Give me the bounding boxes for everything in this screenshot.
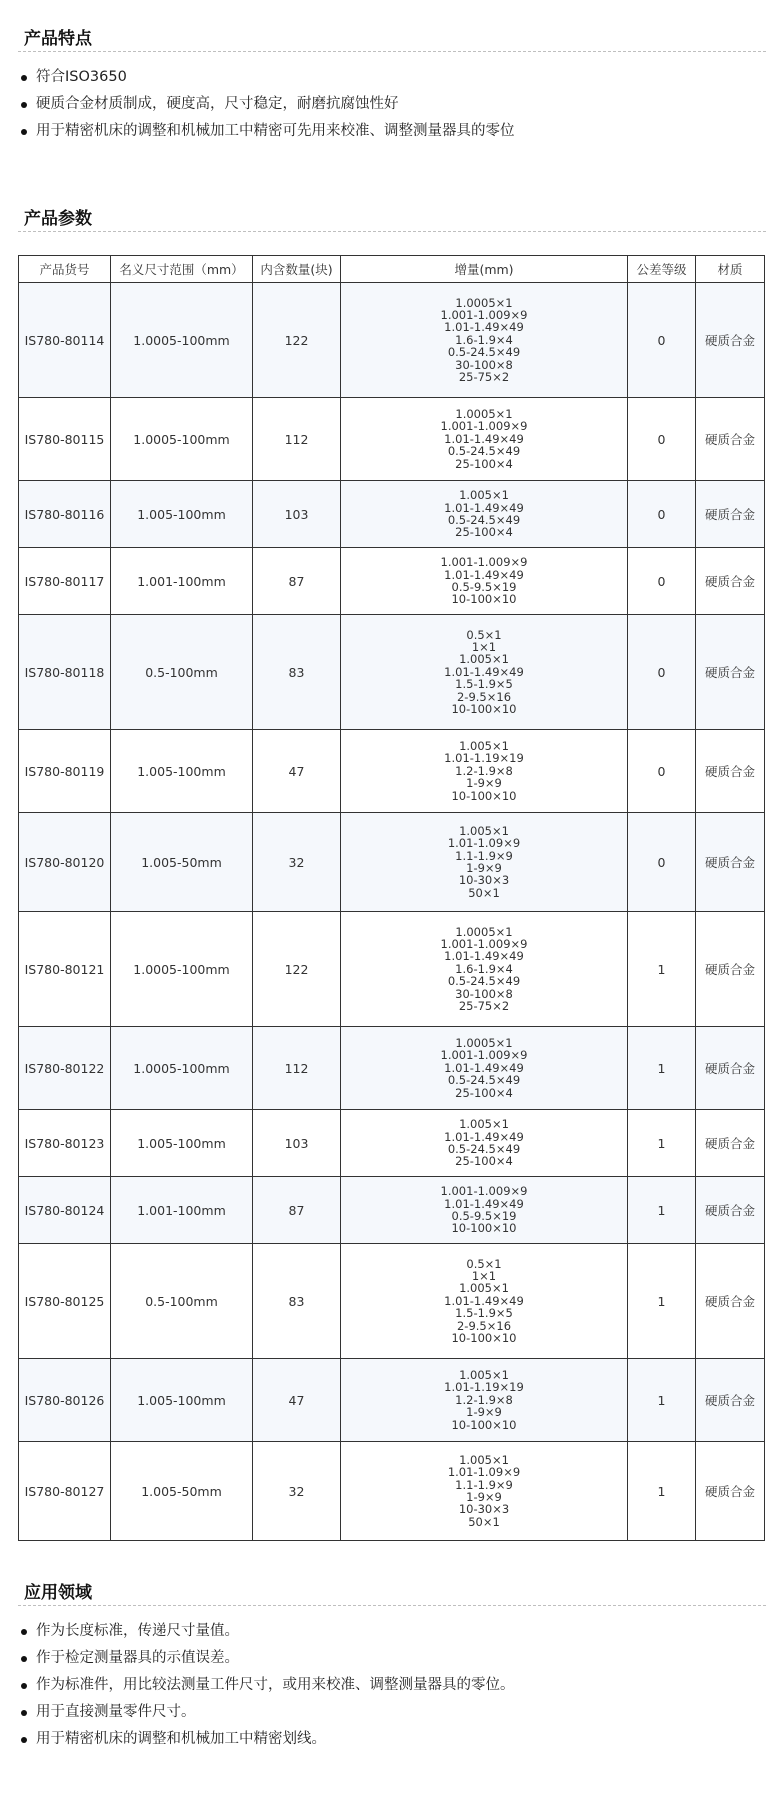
list-item: 作为长度标准，传递尺寸量值。: [18, 1618, 515, 1645]
cell-qty: 103: [253, 1110, 341, 1177]
cell-increments: [341, 912, 628, 1027]
cell-range: 1.0005-100mm: [111, 912, 253, 1027]
cell-grade: 0: [628, 730, 696, 813]
cell-grade: 0: [628, 283, 696, 398]
cell-increments: [341, 1442, 628, 1541]
increment-line: 0.5-24.5×49: [447, 513, 521, 527]
increment-line: 10-100×10: [451, 788, 517, 803]
features-heading: 产品特点: [24, 29, 92, 49]
cell-qty: 47: [253, 730, 341, 813]
cell-code: IS780-80118: [19, 615, 111, 730]
params-table: [18, 255, 765, 1541]
cell-range: 1.005-100mm: [111, 481, 253, 548]
cell-grade: 1: [628, 1027, 696, 1110]
cell-range: 1.005-100mm: [111, 730, 253, 813]
increment-line: 1.1-1.9×9: [455, 848, 513, 863]
cell-qty: 122: [253, 912, 341, 1027]
increment-line: 1.005×1: [459, 823, 509, 838]
cell-material: 硬质合金: [696, 283, 765, 398]
increment-line: 1.01-1.49×49: [444, 1060, 524, 1075]
cell-material: 硬质合金: [696, 1442, 765, 1541]
applications-heading: 应用领域: [24, 1583, 92, 1603]
increment-line: 10-30×3: [458, 1502, 510, 1517]
increment-line: 1.5-1.9×5: [455, 677, 513, 692]
cell-qty: 32: [253, 1442, 341, 1541]
cell-increments: [341, 1177, 628, 1244]
cell-material: 硬质合金: [696, 1110, 765, 1177]
increment-line: 25-75×2: [458, 370, 510, 385]
increment-line: 1.2-1.9×8: [455, 1392, 513, 1407]
cell-code: IS780-80114: [19, 283, 111, 398]
increment-line: 1-9×9: [466, 861, 502, 875]
cell-range: 1.005-100mm: [111, 1359, 253, 1442]
increment-line: 1.005×1: [459, 1452, 509, 1467]
increment-line: 1.01-1.49×49: [444, 500, 524, 515]
increment-line: 1.01-1.49×49: [444, 431, 524, 446]
cell-material: 硬质合金: [696, 615, 765, 730]
header-qty: 内含数量(块): [253, 256, 341, 283]
cell-code: IS780-80120: [19, 813, 111, 912]
table-row: [19, 1359, 765, 1442]
increment-line: 0.5-24.5×49: [447, 974, 521, 989]
cell-qty: 103: [253, 481, 341, 548]
cell-qty: 83: [253, 1244, 341, 1359]
cell-code: IS780-80122: [19, 1027, 111, 1110]
cell-increments: [341, 1027, 628, 1110]
increment-line: 1.005×1: [459, 1367, 509, 1382]
params-table-body: [19, 283, 765, 1541]
table-row: [19, 398, 765, 481]
cell-material: 硬质合金: [696, 730, 765, 813]
table-row: [19, 548, 765, 615]
cell-increments: [341, 1359, 628, 1442]
cell-range: 0.5-100mm: [111, 1244, 253, 1359]
increment-line: 10-100×10: [451, 1221, 517, 1236]
cell-code: IS780-80121: [19, 912, 111, 1027]
list-item: 作为标准件，用比较法测量工件尺寸，或用来校准、调整测量器具的零位。: [18, 1672, 515, 1699]
increment-line: 1.01-1.49×49: [444, 664, 524, 679]
cell-increments: [341, 283, 628, 398]
increment-line: 25-100×4: [455, 1085, 513, 1100]
increment-line: 1-9×9: [466, 776, 502, 791]
header-increments: 增量(mm): [341, 256, 628, 283]
increment-line: 1.0005×1: [455, 295, 513, 310]
increment-line: 1.0005×1: [455, 924, 513, 939]
increment-line: 1.01-1.19×19: [444, 751, 524, 766]
cell-qty: 122: [253, 283, 341, 398]
increment-line: 50×1: [468, 1514, 500, 1529]
increment-line: 30-100×8: [455, 986, 513, 1001]
cell-grade: 1: [628, 912, 696, 1027]
table-row: [19, 1027, 765, 1110]
increment-line: 1×1: [471, 639, 497, 654]
cell-grade: 1: [628, 1110, 696, 1177]
cell-code: IS780-80124: [19, 1177, 111, 1244]
cell-grade: 1: [628, 1359, 696, 1442]
cell-increments: [341, 1244, 628, 1359]
increment-line: 0.5-24.5×49: [447, 1073, 521, 1088]
increment-line: 1.005×1: [459, 488, 509, 503]
cell-grade: 1: [628, 1442, 696, 1541]
cell-grade: 0: [628, 398, 696, 481]
increment-line: 1.001-1.009×9: [440, 1184, 528, 1199]
header-range: 名义尺寸范围（mm）: [111, 256, 253, 283]
cell-qty: 47: [253, 1359, 341, 1442]
cell-increments: [341, 730, 628, 813]
cell-grade: 1: [628, 1244, 696, 1359]
increment-line: 1.01-1.49×49: [444, 1293, 524, 1308]
cell-code: IS780-80125: [19, 1244, 111, 1359]
increment-line: 1.6-1.9×4: [455, 961, 513, 976]
increment-line: 30-100×8: [455, 357, 513, 372]
cell-material: 硬质合金: [696, 1359, 765, 1442]
cell-material: 硬质合金: [696, 481, 765, 548]
cell-range: 1.001-100mm: [111, 1177, 253, 1244]
table-row: [19, 730, 765, 813]
cell-grade: 0: [628, 813, 696, 912]
cell-range: 1.0005-100mm: [111, 283, 253, 398]
increment-line: 10-30×3: [458, 873, 510, 888]
table-row: [19, 813, 765, 912]
increment-line: 1×1: [471, 1268, 497, 1283]
table-row: [19, 283, 765, 398]
cell-increments: [341, 481, 628, 548]
cell-material: 硬质合金: [696, 1244, 765, 1359]
increment-line: 1.01-1.19×19: [444, 1380, 524, 1395]
increment-line: 1.1-1.9×9: [455, 1477, 513, 1492]
cell-increments: [341, 398, 628, 481]
list-item: 用于直接测量零件尺寸。: [18, 1699, 515, 1726]
table-row: [19, 615, 765, 730]
cell-qty: 87: [253, 1177, 341, 1244]
increment-line: 1.01-1.49×49: [444, 949, 524, 964]
cell-code: IS780-80116: [19, 481, 111, 548]
cell-material: 硬质合金: [696, 1027, 765, 1110]
applications-list: [18, 1618, 515, 1753]
cell-code: IS780-80127: [19, 1442, 111, 1541]
increment-line: 1.005×1: [459, 1281, 509, 1296]
cell-range: 1.0005-100mm: [111, 1027, 253, 1110]
cell-code: IS780-80117: [19, 548, 111, 615]
list-item: 硬质合金材质制成，硬度高，尺寸稳定，耐磨抗腐蚀性好: [18, 91, 515, 118]
table-row: [19, 912, 765, 1027]
increment-line: 1.005×1: [459, 1117, 509, 1132]
cell-qty: 112: [253, 398, 341, 481]
features-list: [18, 64, 515, 145]
increment-line: 1.005×1: [459, 738, 509, 753]
cell-material: 硬质合金: [696, 912, 765, 1027]
increment-line: 25-100×4: [455, 525, 513, 540]
increment-line: 50×1: [468, 885, 500, 900]
increment-line: 10-100×10: [451, 1417, 517, 1432]
cell-grade: 1: [628, 1177, 696, 1244]
cell-range: 1.001-100mm: [111, 548, 253, 615]
section-title-applications: [18, 1572, 766, 1606]
increment-line: 25-75×2: [458, 999, 510, 1014]
increment-line: 25-100×4: [455, 1154, 513, 1169]
increment-line: 1-9×9: [466, 1490, 502, 1504]
increment-line: 0.5-9.5×19: [451, 1209, 517, 1223]
cell-increments: [341, 1110, 628, 1177]
increment-line: 1.01-1.09×9: [447, 836, 521, 851]
table-row: [19, 1110, 765, 1177]
increment-line: 1.01-1.49×49: [444, 1196, 524, 1211]
cell-material: 硬质合金: [696, 813, 765, 912]
list-item: 作于检定测量器具的示值误差。: [18, 1645, 515, 1672]
cell-increments: [341, 813, 628, 912]
cell-qty: 87: [253, 548, 341, 615]
increment-line: 2-9.5×16: [456, 689, 512, 704]
cell-qty: 83: [253, 615, 341, 730]
cell-grade: 0: [628, 548, 696, 615]
increment-line: 10-100×10: [451, 1331, 517, 1346]
increment-line: 0.5-24.5×49: [447, 444, 521, 459]
cell-code: IS780-80119: [19, 730, 111, 813]
header-grade: 公差等级: [628, 256, 696, 283]
cell-material: 硬质合金: [696, 548, 765, 615]
increment-line: 1.001-1.009×9: [440, 1048, 528, 1063]
increment-line: 0.5-24.5×49: [447, 1142, 521, 1156]
cell-grade: 0: [628, 481, 696, 548]
table-row: [19, 481, 765, 548]
list-item: 用于精密机床的调整和机械加工中精密可先用来校准、调整测量器具的零位: [18, 118, 515, 145]
table-row: [19, 1177, 765, 1244]
increment-line: 25-100×4: [455, 456, 513, 471]
cell-increments: [341, 548, 628, 615]
increment-line: 0.5-24.5×49: [447, 345, 521, 360]
increment-line: 1.0005×1: [455, 1035, 513, 1050]
cell-grade: 0: [628, 615, 696, 730]
cell-increments: [341, 615, 628, 730]
increment-line: 0.5-9.5×19: [451, 580, 517, 594]
increment-line: 1.01-1.49×49: [444, 1129, 524, 1144]
increment-line: 1.001-1.009×9: [440, 555, 528, 570]
cell-qty: 112: [253, 1027, 341, 1110]
cell-material: 硬质合金: [696, 398, 765, 481]
increment-line: 1.005×1: [459, 652, 509, 667]
increment-line: 1.2-1.9×8: [455, 763, 513, 778]
increment-line: 0.5×1: [466, 1256, 502, 1271]
table-header-row: [19, 256, 765, 283]
cell-range: 1.005-100mm: [111, 1110, 253, 1177]
increment-line: 0.5×1: [466, 627, 502, 642]
increment-line: 1.01-1.09×9: [447, 1465, 521, 1480]
cell-range: 1.005-50mm: [111, 1442, 253, 1541]
table-row: [19, 1442, 765, 1541]
section-title-params: [18, 198, 766, 232]
cell-code: IS780-80115: [19, 398, 111, 481]
cell-code: IS780-80123: [19, 1110, 111, 1177]
increment-line: 10-100×10: [451, 592, 517, 607]
increment-line: 1.001-1.009×9: [440, 936, 528, 951]
list-item: 符合ISO3650: [18, 64, 515, 91]
increment-line: 10-100×10: [451, 702, 517, 717]
cell-range: 1.005-50mm: [111, 813, 253, 912]
cell-qty: 32: [253, 813, 341, 912]
increment-line: 1.5-1.9×5: [455, 1306, 513, 1321]
increment-line: 1.6-1.9×4: [455, 332, 513, 347]
list-item: 用于精密机床的调整和机械加工中精密划线。: [18, 1726, 515, 1753]
cell-material: 硬质合金: [696, 1177, 765, 1244]
increment-line: 1.0005×1: [455, 406, 513, 421]
cell-range: 1.0005-100mm: [111, 398, 253, 481]
cell-code: IS780-80126: [19, 1359, 111, 1442]
section-title-features: [18, 18, 766, 52]
header-material: 材质: [696, 256, 765, 283]
increment-line: 2-9.5×16: [456, 1318, 512, 1333]
cell-range: 0.5-100mm: [111, 615, 253, 730]
increment-line: 1.01-1.49×49: [444, 320, 524, 335]
increment-line: 1.001-1.009×9: [440, 419, 528, 434]
increment-line: 1.001-1.009×9: [440, 307, 528, 322]
params-heading: 产品参数: [24, 209, 92, 229]
header-code: 产品货号: [19, 256, 111, 283]
table-row: [19, 1244, 765, 1359]
increment-line: 1.01-1.49×49: [444, 567, 524, 582]
increment-line: 1-9×9: [466, 1405, 502, 1420]
